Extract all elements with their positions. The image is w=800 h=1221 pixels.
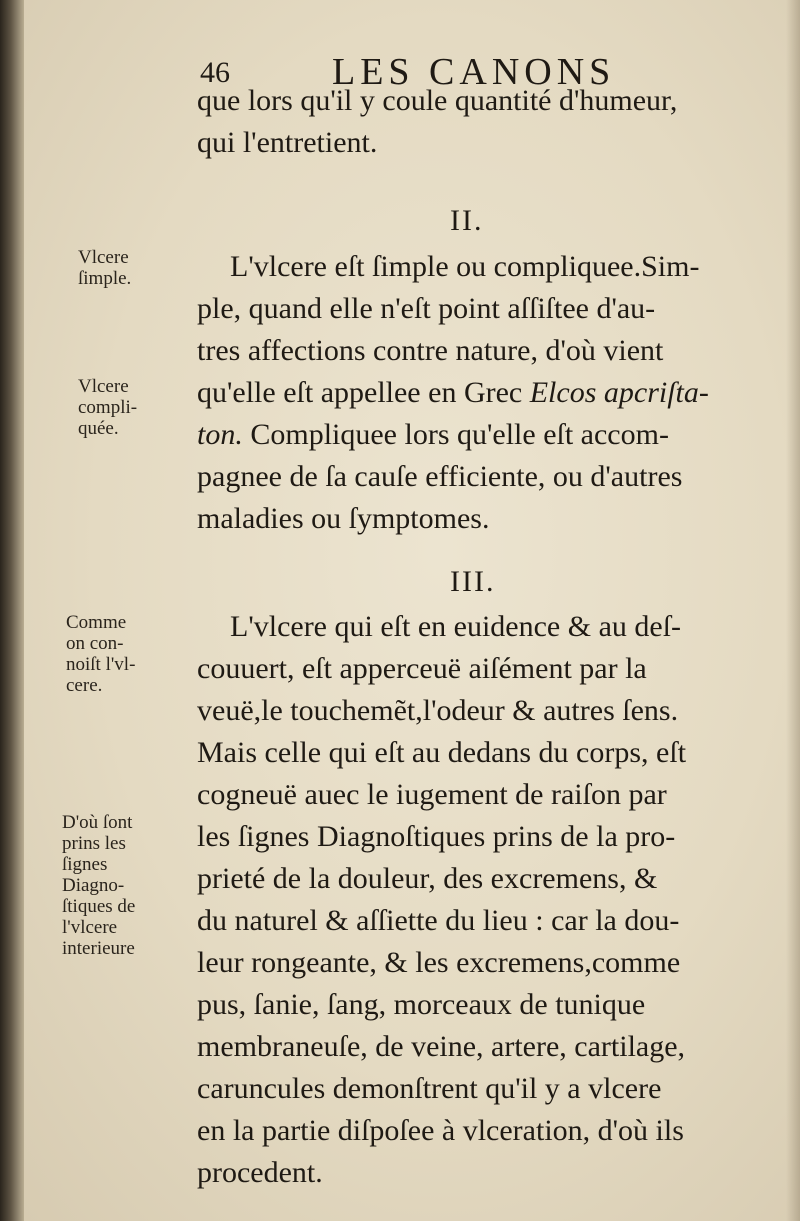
text-line: couuert, eſt apperceuë aiſément par la: [197, 652, 647, 685]
text-line: ton. Compliquee lors qu'elle eſt accom-: [197, 418, 669, 451]
text-line: qu'elle eſt appellee en Grec Elcos apcriſta-: [197, 376, 709, 409]
text-line: pus, ſanie, ſang, morceaux de tunique: [197, 988, 646, 1021]
text-line: en la partie diſpoſee à vlceration, d'où ils: [197, 1114, 684, 1147]
greek-term: Elcos apcriſta-: [529, 376, 709, 409]
text-line: prieté de la douleur, des excremens, &: [197, 862, 658, 895]
text-line: procedent.: [197, 1156, 323, 1189]
running-title: LES CANONS: [332, 51, 616, 93]
text-line: caruncules demonſtrent qu'il y a vlcere: [197, 1072, 662, 1105]
margin-note-ulcere-simple: Vlcere ſimple.: [78, 247, 132, 289]
text-line: cogneuë auec le iugement de raiſon par: [197, 778, 667, 811]
section-numeral-ii: II.: [450, 204, 484, 237]
text-line: veuë,le touchemẽt,l'odeur & autres ſens.: [197, 694, 679, 727]
text-line: les ſignes Diagnoſtiques prins de la pro-: [197, 820, 676, 853]
text-line: tres affections contre nature, d'où vient: [197, 334, 664, 367]
text-line: membraneuſe, de veine, artere, cartilage,: [197, 1030, 686, 1063]
text-line: du naturel & aſſiette du lieu : car la dou-: [197, 904, 680, 937]
section-numeral-iii: III.: [450, 565, 496, 598]
text-line: que lors qu'il y coule quantité d'humeur,: [197, 84, 678, 117]
text-line: ple, quand elle n'eſt point aſſiſtee d'au-: [197, 292, 656, 325]
text-line: qui l'entretient.: [197, 126, 378, 159]
greek-term: ton.: [197, 418, 243, 451]
text-line: maladies ou ſymptomes.: [197, 502, 490, 535]
page-number: 46: [200, 56, 230, 89]
margin-note-ulcere-compliquee: Vlcere compli- quée.: [78, 376, 138, 439]
text-line: leur rongeante, & les excremens,comme: [197, 946, 681, 979]
margin-note-comme-on-connoist: Comme on con- noiſt l'vl- cere.: [66, 612, 136, 696]
text-line: L'vlcere qui eſt en euidence & au deſ-: [230, 610, 682, 643]
text-line: Mais celle qui eſt au dedans du corps, eſt: [197, 736, 687, 769]
margin-note-signes-diagnostiques: D'où ſont prins les ſignes Diagno- ſtiques de l'vlcere interieure: [62, 812, 136, 959]
text-line: L'vlcere eſt ſimple ou compliquee.Sim-: [230, 250, 700, 283]
text-line: pagnee de ſa cauſe efficiente, ou d'autres: [197, 460, 683, 493]
